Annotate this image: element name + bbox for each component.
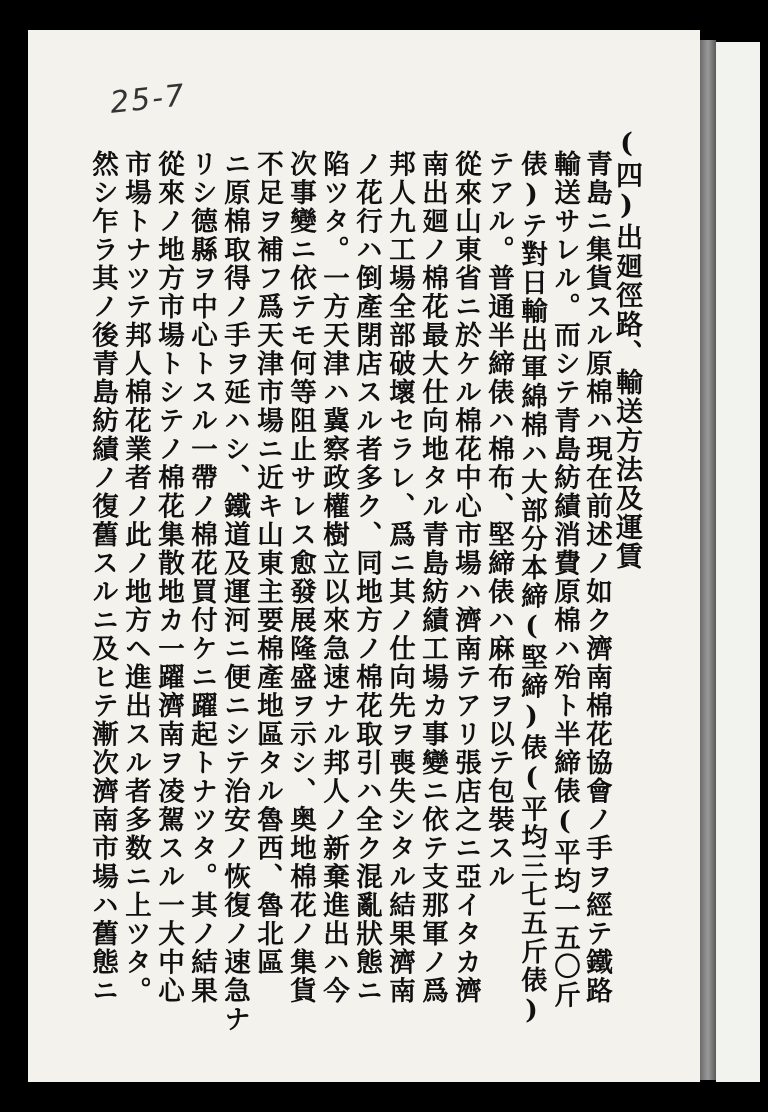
facing-page-edge (716, 42, 760, 1082)
text-line: 從來山東省ニ於ケル棉花中心市場ハ濟南テアリ張店之ニ亞イタカ濟 (450, 150, 481, 1005)
text-line: ニ原棉取得ノ手ヲ延ハシ、鐵道及運河ニ便ニシテ治安ノ恢復ノ速急ナ (219, 150, 250, 1034)
text-line: 市場トナツテ邦人棉花業者ノ此ノ地方ヘ進出スル者多数ニ上ツタ。 (120, 150, 151, 1005)
text-line: 從來ノ地方市場トシテノ棉花集散地カ一躍濟南ヲ凌駕スル一大中心 (153, 150, 184, 1005)
handwritten-note: 25-7 (108, 78, 188, 121)
text-line: 陷ツタ。一方天津ハ冀察政權樹立以來急速ナル邦人ノ新棄進出ハ今 (318, 150, 349, 1005)
text-line: 不足ヲ補フ爲天津市場ニ近キ山東主要棉產地區タル魯西、魯北區 (252, 150, 283, 977)
text-line: テアル。普通半締俵ハ棉布、堅締俵ハ麻布ヲ以テ包裝スル (483, 150, 514, 891)
text-line: 然シ乍ラ其ノ後青島紡績ノ復舊スルニ及ヒテ漸次濟南市場ハ舊態ニ (87, 150, 118, 1005)
text-line: ノ花行ハ倒產閉店スル者多ク、同地方ノ棉花取引ハ全ク混亂狀態ニ (351, 150, 382, 1005)
book-gutter (700, 40, 716, 1080)
text-line: 邦人九工場全部破壞セラレ、爲ニ其ノ仕向先ヲ喪失シタル結果濟南 (384, 150, 415, 1005)
text-line: 俵)テ對日輸出軍綿棉ハ大部分本締(堅締)俵(平均三七五斤俵) (516, 150, 547, 1028)
text-line: 南出廻ノ棉花最大仕向地タル青島紡績工場カ事變ニ依テ支那軍ノ爲 (417, 150, 448, 1005)
text-line: リシ德縣ヲ中心トスル一帶ノ棉花買付ケニ躍起トナツタ。其ノ結果 (186, 150, 217, 1005)
text-line: 次事變ニ依テモ何等阻止サレス愈發展隆盛ヲ示シ、奥地棉花ノ集貨 (285, 150, 316, 1005)
text-line: 輸送サレル。而シテ青島紡績消費原棉ハ殆ト半締俵(平均一五〇斤 (549, 150, 580, 1010)
text-line: 青島ニ集貨スル原棉ハ現在前述ノ如ク濟南棉花協會ノ手ヲ經テ鐵路 (581, 150, 612, 1005)
section-heading: (四)出廻徑路、輸送方法及運賃 (611, 128, 642, 571)
